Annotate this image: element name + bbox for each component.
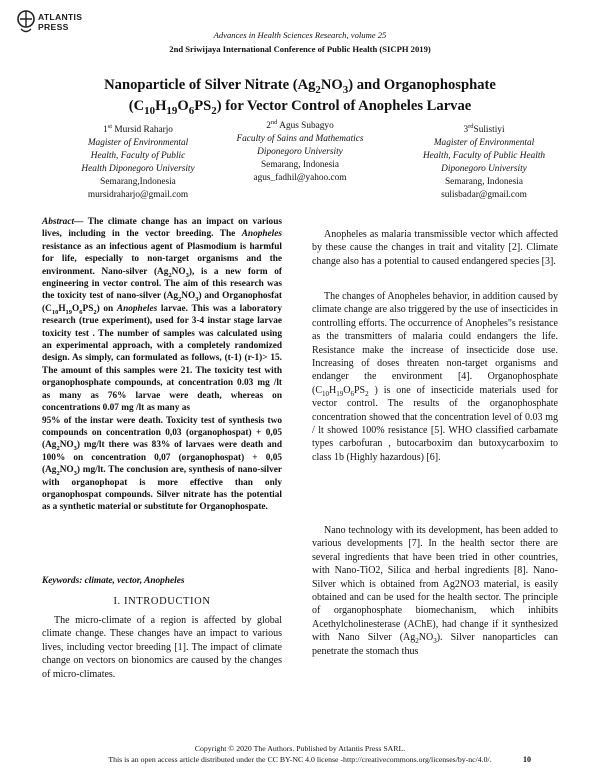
journal-header: Advances in Health Sciences Research, volume 25 — [213, 30, 387, 40]
author-2: 2nd Agus Subagyo Faculty of Sains and Mathematics Diponegoro University Semarang, Indonesia agus_fadhil@yahoo.com — [236, 118, 364, 183]
section-heading-introduction: I. INTRODUCTION — [113, 596, 211, 607]
author-1: 1st Mursid Raharjo Magister of Environmental Health, Faculty of Public Health Diponegoro University Semarang,Indonesia mursidraharjo@gmail.com — [81, 122, 195, 200]
keywords: Keywords: climate, vector, Anopheles — [42, 576, 185, 586]
page-number: 10 — [523, 755, 531, 764]
right-paragraph-1: Anopheles as malaria transmissible vector which affected by these cause the changes in trait and vitality [2]. Climate change also has a potential to caused endangered species [3]. — [312, 229, 558, 267]
logo-line1: ATLANTIS — [38, 12, 83, 22]
right-paragraph-3: Nano technology with its development, has been added to various developments [7]. In the health sector there are several ingredients that have been tried in other countries, with Nano-TiO2, Silica and herbal ingredients [8]. Nano-Silver which is obtained from Ag2NO3 material, is easily obtained and can be used for the health sector. The principle of organophosphate biomechanism, which inhibits Acethylcholinesterase (AChE), had change if it synthesized with Nano Silver $(Ag_2NO_3)$. Silver nanoparticles can penetrate the stomach thus — [312, 525, 558, 657]
footer-license: This is an open access article distributed under the CC BY-NC 4.0 license -http://creativecommons.org/licenses/by-nc/4.0/. — [108, 755, 492, 764]
logo-line2: PRESS — [38, 22, 69, 32]
right-paragraph-2: The changes of Anopheles behavior, in addition caused by climate change are also triggered by the use of insecticides in controlling efforts. The occurrence of Anopheles"s resistance as the transmitters of malaria could endangers the life. Resistance make the increase of insecticide dose use. Increasing of doses threaten non-target organisms and endanger the environment [4]. Organophosphate ($C_{10}H_{19}O_6PS_2$ ) is one of insecticide materials used for vector control. The results of the organophosphate concentration showed that the concentration level of 0.03 mg / lt showed 100% resistance [5]. WHO classified carbamate types carbofuran , butocarboxim dan butoxycarboxim to class 1b (Highly hazardous) [6]. — [312, 291, 558, 463]
conference-header: 2nd Sriwijaya International Conference of Public Health (SICPH 2019) — [169, 44, 431, 54]
abstract: Abstract— The climate change has an impact on various lives, including in the vector breeding. The Anopheles resistance as an infectious agent of Plasmodium is harmful for life, especially to non-target organisms and the environment. Nano-silver $(Ag_2NO_3)$, is a new form of engineering in vector control. The aim of this research was the toxicity test of nano-silver $(Ag_2NO_3)$ and Organophosfat $(C_{10}H_{19}O_6PS_2)$ on Anopheles larvae. This was a laboratory research (true experiment), used for 3-4 instar stage larvae toxicity test . The number of samples was calculated using an experimental approach, with a completely randomized design. As simply, can formulated as follows, (t-1) (r-1)> 15. The amount of this samples were 21. The toxicity test with organophosphate compounds, at concentration 0.03 mg /lt as many as 76% larvae were death, whereas on concentrations 0.07 mg /lt as many as 95% of the instar were death. Toxicity test of synthesis two compounds on concentration 0,03 (organophospat) + 0,05 $(Ag_2NO_3)$ mg/lt there was 83% of larvaes were death and 100% on concentration 0,07 (organophospat) + 0,05 $(Ag_2NO_3)$ mg/lt. The conclusion are, synthesis of nano-silver with organophopat is more effective than only organophospat compounds. Silver nitrate has the potential as a synthetic material or substitute for Organophospate. — [42, 217, 282, 513]
paper-title: Nanoparticle of Silver Nitrate $(Ag_2NO_3)$ and Organophosphate $(C_{10}H_{19}O_6PS_2)$ for Vector Control of Anopheles Larvae — [104, 77, 496, 117]
footer-copyright: Copyright © 2020 The Authors. Published by Atlantis Press SARL. — [194, 744, 406, 753]
intro-paragraph: The micro-climate of a region is affected by global climate change. These changes have an impact to various lives, including vector breeding [1]. The impact of climate change on vectors on bionomics are caused by the changes of micro-climates. — [42, 615, 282, 680]
author-3: 3rdSulistiyi Magister of Environmental Health, Faculty of Public Health Diponegoro University Semarang, Indonesia sulisbadar@gmail.com — [422, 122, 546, 200]
